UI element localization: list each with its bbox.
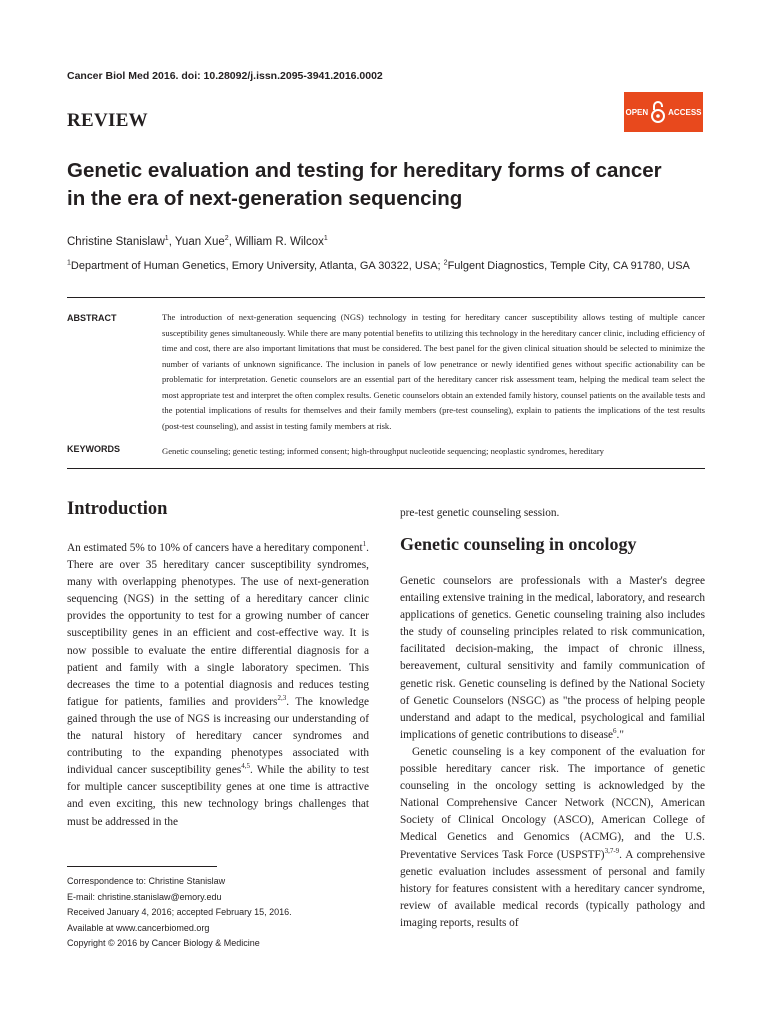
- text-run: Genetic counseling is a key component of the evaluation for possible hereditary cancer risk. The importance of genetic counseling in the oncology setting is acknowledged by the National Comprehensive Cancer Network (NCCN), American Society of Clinical Oncology (ASCO), American College of Medical Genetics and Genomics (ACMG), and the U.S. Preventative Services Task Force (USPSTF): [400, 745, 705, 861]
- abstract-top-rule: [67, 297, 705, 298]
- author-list: Christine Stanislaw$^1$, Yuan Xue$^2$, William R. Wilcox$^1$: [67, 235, 328, 248]
- keywords-text: Genetic counseling; genetic testing; informed consent; high-throughput nucleotide sequencing; neoplastic syndromes, hereditary: [162, 446, 604, 456]
- journal-citation: Cancer Biol Med 2016. doi: 10.28092/j.issn.2095-3941.2016.0002: [67, 70, 383, 82]
- text-run: Genetic counselors are professionals with a Master's degree entailing extensive training in the medical, laboratory, and research applications of genetics. Genetic counseling training also includes the study of counseling principles related to risk communication, facilitated decision-making, the impact of chronic illness, bereavement, cultural sensitivity and family communication of genetic risk. Genetic counseling is defined by the National Society of Genetic Counselors (NSGC) as "the process of helping people understand and adapt to the medical, psychological and familial implications of genetic contributions to disease: [400, 575, 705, 741]
- author-name[interactable]: Christine Stanislaw: [67, 236, 165, 248]
- author-name[interactable]: Yuan Xue: [174, 236, 225, 248]
- author-name[interactable]: William R. Wilcox: [235, 236, 324, 248]
- affiliation-1: Department of Human Genetics, Emory University, Atlanta, GA 30322, USA;: [70, 260, 444, 272]
- footnote-rule: [67, 866, 217, 867]
- author-affiliation-sup: 1: [164, 235, 169, 243]
- introduction-continued: [400, 505, 705, 522]
- text-run: .": [616, 728, 624, 741]
- abstract-text: The introduction of next-generation sequencing (NGS) technology in testing for hereditary cancer susceptibility allows testing of multiple cancer susceptibility genes simultaneously. While there are many potential benefits to utilizing this technology in the hereditary cancer clinic, including efficiency of time and cost, there are also important limitations that must be considered. The best panel for the given clinical situation should be selected to minimize the number of variants of unknown significance. The inclusion in panels of low penetrance or newly identified genes without specific actionability can be problematic for interpretation. Genetic counselors are an essential part of the hereditary cancer risk assessment team, helping the medical team select the most appropriate test and interpret the often complex results. Genetic counselors obtain an extended family history, counsel patients on the available tests and the potential implications of results for themselves and their family members (pre-test counseling), explain to patients the implications of the test results (post-test counseling), and assist in testing family members at risk.: [162, 312, 705, 431]
- affiliation-2: Fulgent Diagnostics, Temple City, CA 91780, USA: [447, 260, 690, 272]
- affiliation-sup: 2: [443, 259, 448, 267]
- keywords-label: KEYWORDS: [67, 444, 121, 454]
- text-run: . The knowledge gained through the use of NGS is increasing our understanding of the natural history of hereditary cancer syndromes and contributing to the expanding phenotypes associated with individual cancer susceptibility genes: [67, 695, 369, 777]
- open-access-label-left: OPEN: [625, 107, 649, 117]
- author-affiliation-sup: 2: [224, 235, 229, 243]
- citation-sup[interactable]: 2,3: [277, 694, 287, 703]
- introduction-body: [67, 540, 369, 831]
- article-title: [67, 157, 717, 213]
- abstract-bottom-rule: [67, 468, 705, 469]
- text-run: . There are over 35 hereditary cancer susceptibility syndromes, many with overlapping phenotypes. The use of next-generation sequencing (NGS) in the setting of a hereditary cancer clinic provides the opportunity to test for a growing number of cancer susceptibility genes in an efficient and cost-effective way. It is now possible to evaluate the entire differential diagnosis for a patient and family with a single laboratory specimen. This decreases the time to a potential diagnosis and reduces testing fatigue for patients, families and providers: [67, 542, 369, 708]
- citation-sup[interactable]: 1: [362, 540, 367, 549]
- title-line-2: in the era of next-generation sequencing: [67, 187, 463, 210]
- text-run: . While the ability to test for multiple cancer susceptibility genes at one time is attractive and even exciting, this new technology brings challenges that must be addressed in the: [67, 764, 369, 828]
- available-line[interactable]: Available at www.cancerbiomed.org: [67, 922, 210, 933]
- citation-sup[interactable]: 3,7-9: [604, 846, 620, 855]
- introduction-heading: Introduction: [67, 499, 168, 519]
- affiliations: [67, 258, 707, 274]
- abstract-label: ABSTRACT: [67, 313, 117, 323]
- gc-paragraph-2: [400, 744, 705, 932]
- introduction-paragraph: [67, 540, 369, 831]
- author-affiliation-sup: 1: [323, 235, 328, 243]
- text-run: . A comprehensive genetic evaluation includes assessment of personal and family history for features consistent with a hereditary cancer syndrome, review of available medical records (typically pathology and imaging reports, results of: [400, 848, 705, 929]
- open-access-label-right: ACCESS: [668, 107, 702, 117]
- text-run: An estimated 5% to 10% of cancers have a hereditary component: [67, 542, 363, 554]
- email-line[interactable]: E-mail: christine.stanislaw@emory.edu: [67, 891, 222, 902]
- introduction-continued-text: pre-test genetic counseling session.: [400, 507, 560, 519]
- received-line: Received January 4, 2016; accepted February 15, 2016.: [67, 907, 292, 918]
- title-line-1: Genetic evaluation and testing for hereditary forms of cancer: [67, 159, 662, 182]
- open-access-badge[interactable]: [624, 92, 703, 132]
- section-label: REVIEW: [67, 110, 148, 131]
- copyright-line: Copyright © 2016 by Cancer Biology & Medicine: [67, 938, 260, 949]
- gc-paragraph-1: [400, 573, 705, 744]
- affiliation-sup: 1: [67, 259, 71, 267]
- citation-sup[interactable]: 4,5: [241, 762, 250, 771]
- genetic-counseling-heading: Genetic counseling in oncology: [400, 534, 637, 554]
- footnotes: [67, 874, 292, 952]
- citation-sup[interactable]: 6: [613, 727, 617, 736]
- open-access-lock-icon: [650, 101, 666, 123]
- genetic-counseling-body: [400, 573, 705, 932]
- correspondence-line: Correspondence to: Christine Stanislaw: [67, 876, 226, 886]
